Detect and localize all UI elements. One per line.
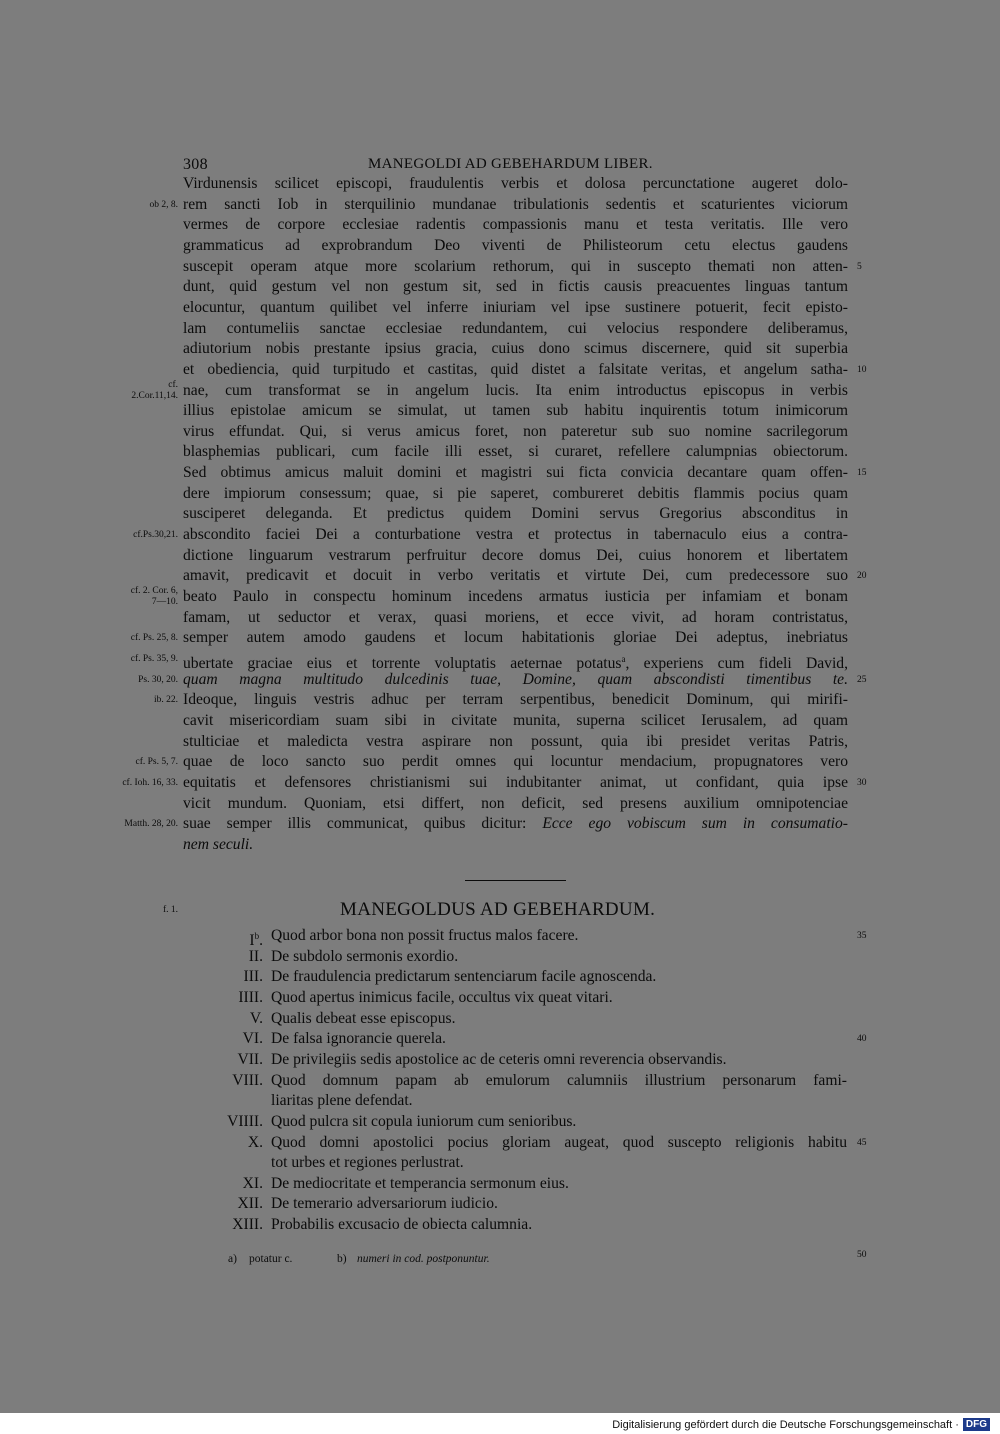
chapter-title: De temerario adversariorum iudicio. [271,1195,498,1213]
chapter-title: Quod domnum papam ab emulorum calumniis illustrium personarum fami- [271,1071,847,1089]
margin-reference: Ps. 30, 20. [138,674,178,685]
section-margin-note: f. 1. [162,905,178,915]
line-text: lam contumeliis sanctae ecclesiae redundantem, cui velocius respondere deliberamus, [183,319,848,337]
chapter-numeral: VII. [237,1050,263,1068]
margin-reference: cf.Ps.30,21. [133,530,178,541]
line-text: rem sancti Iob in sterquilinio mundanae tribulationis sedentis et scaturientes viciorum [183,195,848,213]
chapter-number [248,1133,263,1154]
chapter-numeral: VIII. [232,1071,263,1089]
margin-reference: cf. 2. Cor. 6, 7—10. [130,586,178,607]
chapter-number [244,967,263,988]
chapter-title: De privilegiis sedis apostolice ac de ceteris omni reverencia observandis. [271,1050,727,1068]
line-number: 25 [857,674,867,685]
text-line [183,835,848,856]
text-line [183,401,848,422]
chapter-numeral: XI. [242,1174,263,1192]
line-text: dictione linguarum vestrarum perfruitur decore domus Dei, cuius honorem et libertatem [183,546,848,564]
dfg-logo [963,1418,990,1431]
line-text: illius epistolae amicum se simulat, ut tamen sub habitu inquirentis totum inimicorum [183,402,848,420]
footnote-b-text: numeri in cod. postponuntur. [357,1253,490,1265]
text-line [183,566,848,587]
line-text: vermes de corpore ecclesiae radentis compassionis manu et testa veritatis. Ille vero [183,216,848,234]
chapter-title: De subdolo sermonis exordio. [271,947,459,965]
margin-reference: ib. 22. [153,695,178,706]
line-text: Virdunensis scilicet episcopi, fraudulentis verbis et dolosa percunctatione augeret dolo- [183,175,848,192]
line-text: vicit mundum. Quoniam, etsi differt, non deficit, sed presens auxilium omnipotenciae [183,794,848,812]
line-text: suae semper illis communicat, quibus dicitur: [183,815,543,833]
line-text: beato Paulo in conspectu hominum incedens armatus iusticia per infamiam et bonam [183,588,848,605]
text-line [183,649,848,673]
section-title: MANEGOLDUS AD GEBEHARDUM. [340,899,656,920]
chapter-title: Quod arbor bona non possit fructus malos facere. [271,927,579,944]
line-number: 15 [857,468,867,479]
footnote-marker: a [621,653,626,664]
chapter-number [250,1009,263,1030]
text-line [183,670,848,691]
margin-reference: cf. 2.Cor.11,14. [131,379,178,401]
text-line [183,319,848,340]
line-text-tail: , experiens cum fideli David, [625,655,848,673]
chapter-number [243,1174,263,1195]
chapter-title: Quod apertus inimicus facile, occultus vix queat vitari. [271,988,613,1006]
line-text: stulticiae et maledicta vestra aspirare non possunt, quia ibi presidet veritas Patris, [183,732,848,750]
text-line [183,546,848,567]
line-number: 10 [857,364,867,375]
line-text: famam, ut seductor et verax, quasi moriens, et ecce vivit, ad horam contristatus, [183,608,848,626]
chapter-title: Quod pulcra sit copula iuniorum cum senioribus. [271,1112,577,1130]
line-text: ubertate graciae eius et torrente voluptatis aeternae potatus [183,655,622,673]
text-line [183,752,848,773]
chapter-number [238,988,263,1009]
line-text: nem seculi. [183,835,254,853]
text-line [183,298,848,319]
chapter-numeral: I [249,932,255,950]
line-text: abscondito faciei Dei a conturbatione vestra et protectus in tabernaculo eius a contra- [183,526,848,544]
line-text: grammaticus ad exprobrandum Deo viventi de Philisteorum cetu electus gaudens [183,236,848,254]
margin-reference: ob 2, 8. [149,199,178,210]
chapter-number [249,947,263,968]
chapter-title: De falsa ignorancie querela. [271,1030,446,1048]
text-line [183,360,848,381]
chapter-number [232,1071,263,1092]
text-line [183,339,848,360]
chapter-title: Qualis debeat esse episcopus. [271,1009,456,1027]
line-text: cavit misericordiam suam sibi in civitate munita, superna scilicet Ierusalem, ad quam [183,711,848,729]
line-number: 30 [857,777,867,788]
text-line [183,277,848,298]
chapter-numeral: IIII. [238,988,263,1006]
line-text: virus effundat. Qui, si verus amicus foret, non pateretur sub suo nomine sacrilegorum [183,422,848,440]
line-text: adiutorium nobis prestante ipsius gracia, cuius dono scimus discernere, quid sit superbia [183,340,848,358]
text-line [183,195,848,216]
text-line [183,814,848,835]
chapter-numeral: V. [249,1009,263,1027]
text-line [183,442,848,463]
chapter-numeral: VIIII. [227,1112,263,1130]
text-line [183,525,848,546]
text-line [183,215,848,236]
margin-reference: Matth. 28, 20. [124,819,178,830]
text-line [183,773,848,794]
page-number: 308 [183,156,208,173]
text-line [183,587,848,608]
chapter-numeral: III. [243,968,263,986]
text-line [183,257,848,278]
footnote-a-label: a) [228,1253,237,1265]
line-number: 40 [857,1034,867,1045]
line-text: quam magna multitudo dulcedinis tuae, Domine, quam abscondisti timentibus te. [183,670,848,688]
chapter-numeral: X. [247,1133,263,1151]
line-text: elocuntur, quantum quilibet vel inferre iniuriam vel ipse sustinere potuerit, fecit episto- [183,298,848,316]
chapter-number [237,1050,263,1071]
chapter-number [237,1194,263,1215]
chapter-title: tot urbes et regiones perlustrat. [271,1154,464,1172]
line-text: quae de loco sancto suo perdit omnes qui locuntur mendacium, propugnatores vero [183,753,848,771]
chapter-number [232,1215,263,1236]
line-text: blasphemias publicari, cum facile illi esset, si curaret, refellere calumpnias obiectorum. [183,443,848,461]
text-line [183,608,848,629]
margin-reference: cf. Ioh. 16, 33. [122,777,178,788]
chapter-title: Quod domni apostolici pocius gloriam augeat, quod suscepto religionis habitu [271,1133,847,1151]
line-text: Sed obtimus amicus maluit domini et magistri sui ficta convicia decantare quam offen- [183,464,848,482]
running-head: MANEGOLDI AD GEBEHARDUM LIBER. [368,156,653,172]
chapter-numeral: XII. [237,1195,263,1213]
chapter-numeral: II. [248,947,263,965]
chapter-number [243,1029,263,1050]
text-line [183,794,848,815]
chapter-title: liaritas plene defendat. [271,1092,413,1110]
text-line [183,422,848,443]
line-text: semper autem amodo gaudens et locum habitationis gloriae Dei adeptus, inebriatus [183,629,848,647]
text-line [183,381,848,402]
line-italic-text: Ecce ego vobiscum sum in consumatio- [542,815,848,833]
chapter-title: De mediocritate et temperancia sermonum eius. [271,1174,569,1192]
line-text: amavit, predicavit et docuit in verbo veritatis et virtute Dei, cum predecessore suo [183,567,848,585]
text-line [183,504,848,525]
funding-credit: Digitalisierung gefördert durch die Deutsche Forschungsgemeinschaft · [612,1418,959,1431]
line-number: 5 [857,261,862,272]
line-text: suscepit operam atque more scolarium rethorum, qui in suscepto themati non atten- [183,257,848,275]
chapter-number [227,1112,263,1133]
margin-reference: cf. Ps. 25, 8. [130,633,178,644]
text-line [183,463,848,484]
chapter-numeral: VI. [242,1030,263,1048]
text-line [183,628,848,649]
text-line [183,732,848,753]
line-text: equitatis et defensores christianismi sui indubitanter animat, ut confidant, quia ipse [183,773,848,791]
chapter-number-dot: . [259,932,263,950]
text-line [183,484,848,505]
line-text: et obediencia, quid turpitudo et castitas, quid distet a falsitate veritas, et angelum satha- [183,360,848,378]
section-divider [465,880,566,881]
margin-reference: cf. Ps. 35, 9. [130,653,178,664]
line-number: 50 [857,1250,867,1260]
text-line [183,711,848,732]
text-line [183,236,848,257]
footnote-a-text: potatur c. [249,1253,293,1265]
line-text: dere impiorum consessum; quae, si pie saperet, combureret debitis flammis pocius quam [183,484,848,502]
chapter-numeral: XIII. [232,1216,263,1234]
line-text: Ideoque, linguis vestris adhuc per terram serpentibus, benedicit Dominum, qui mirifi- [183,691,848,709]
footnote-b-label: b) [337,1253,347,1265]
line-text: susciperet deleganda. Et predictus quidem Domini servus Gregorius absconditus in [183,505,848,523]
text-line [183,174,848,195]
chapter-title: De fraudulencia predictarum sentenciarum facile agnoscenda. [271,968,657,986]
line-number: 45 [857,1137,867,1148]
line-number: 20 [857,571,867,582]
line-number: 35 [857,931,867,941]
footer-credit [612,1418,990,1431]
text-line [183,690,848,711]
margin-reference: cf. Ps. 5, 7. [135,757,178,768]
line-text: dunt, quid gestum vel non gestum sit, sed in fictis causis preacuentes linguas tantum [183,278,848,296]
footnote-marker: b [254,931,260,941]
dfg-logo-text: DFG [965,1419,987,1430]
chapter-title: Probabilis excusacio de obiecta calumnia. [271,1216,533,1234]
line-text: nae, cum transformat se in angelum lucis. Ita enim introductus episcopus in verbis [183,381,848,399]
